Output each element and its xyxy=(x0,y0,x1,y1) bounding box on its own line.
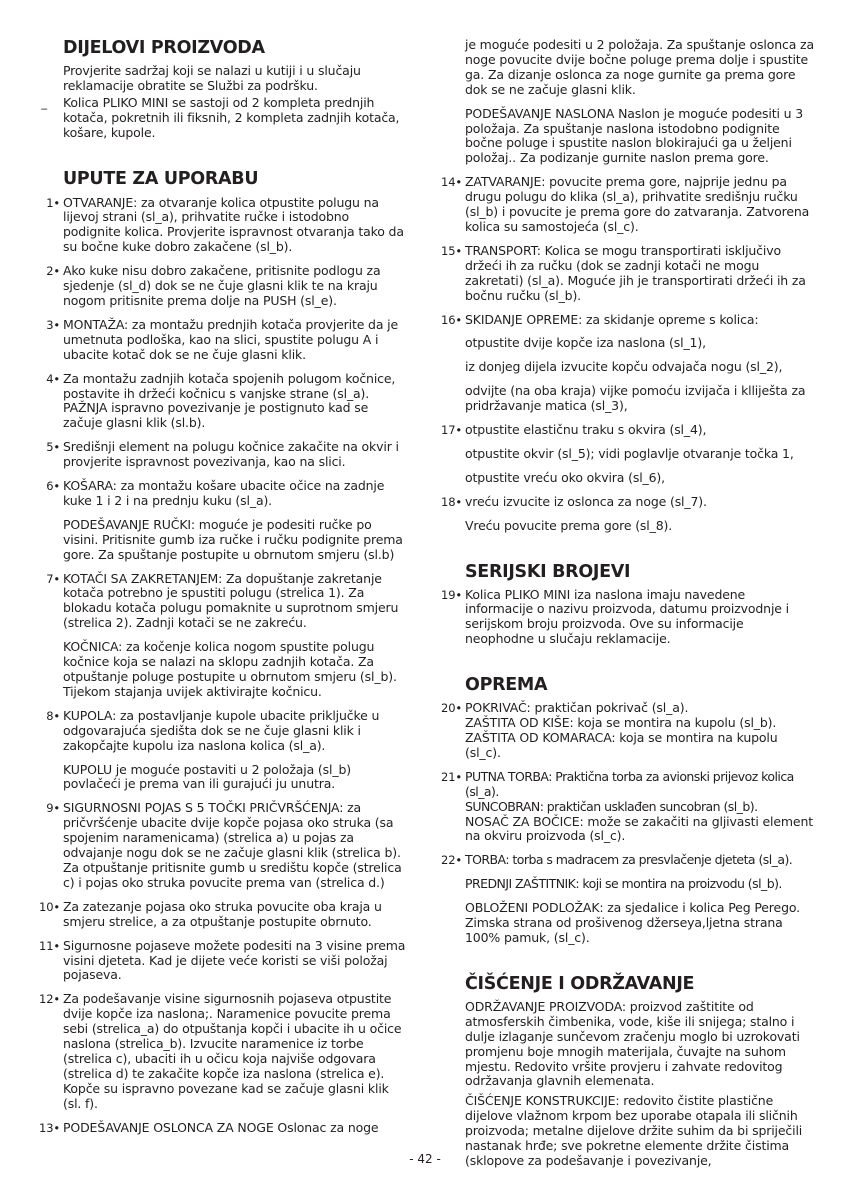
list-item xyxy=(441,768,814,845)
item-line: PREDNJI ZAŠTITNIK: koji se montira na proizvodu (sl_b). xyxy=(465,876,782,892)
parts-text: Kolica PLIKO MINI se sastoji od 2 kompleta prednjih kotača, pokretnih ili fiksnih, 2 kompleta zadnjih kotača, košare, kupole. xyxy=(63,94,400,140)
item-text: SIGURNOSNI POJAS S 5 TOČKI PRIČVRŠĆENJA: za pričvršćenje ubacite dvije kopče pojasa oko struka (sa spojenim naramenicama) (strelica a) u pojas za odvajanje nogu dok se ne začuje glasni klik (strelica b). Za otpuštanje pritisnite gumb u središtu kopče (strelica c) i pojas oko struka povucite prema van (strelica d.) xyxy=(63,800,402,890)
list-item xyxy=(441,174,814,235)
item-number: 16• xyxy=(441,312,462,327)
item-line: PUTNA TORBA: Praktična torba za avionski prijevoz kolica (sl_a). xyxy=(465,768,794,799)
item-text: KOTAČI SA ZAKRETANJEM: Za dopuštanje zakretanje kotača potrebno je spustiti polugu (strelica 1). Za blokadu kotača polugu pomaknite u suprotnom smjeru (strelica 2). Zadnji kotači se ne zakreću. xyxy=(63,570,399,631)
item-text: vreću izvucite iz oslonca za noge (sl_7). xyxy=(465,493,707,509)
item-text: otpustite dvije kopče iza naslona (sl_1), xyxy=(465,335,706,351)
intro-paragraph: Provjerite sadržaj koji se nalazi u kutiji i u slučaju reklamacije obratite se Službi za podršku. xyxy=(63,63,361,93)
item-number: 14• xyxy=(441,175,462,190)
backrest-paragraph: PODEŠAVANJE NASLONA Naslon je moguće podesiti u 3 položaja. Za spuštanje naslona istodobno podignite bočne poluge i spustite naslon blokirajući ga u željeni položaj.. Za podizanje gurnite naslon prema gore. xyxy=(465,105,804,166)
item-number: 2• xyxy=(46,264,60,279)
item-line: TORBA: torba s madracem za presvlačenje djeteta (sl_a). xyxy=(465,852,793,868)
item-number: 21• xyxy=(441,769,462,784)
item-text: Za podešavanje visine sigurnosnih pojaseva otpustite dvije kopče iza naslona;. Naramenice povucite prema sebi (strelica_a) do otpuštanja kopči i ubacite ih u očice naslona (strelica_b). Izvucite naramenice iz torbe (strelica c), ubaciti ih u očicu koja najviše odgovara (strelica d) te zakačite kopče iza naslona (strelica e). Kopče su ispravno povezane kad se začuje glasni klik (sl. f). xyxy=(63,991,402,1111)
item-number: 13• xyxy=(39,1120,60,1135)
list-item xyxy=(42,640,408,700)
list-item xyxy=(441,311,814,328)
item-number: 22• xyxy=(441,853,462,868)
item-number: 1• xyxy=(46,195,60,210)
item-number: 6• xyxy=(46,479,60,494)
item-line: POKRIVAČ: praktičan pokrivač (sl_a). xyxy=(465,700,689,716)
item-text: SKIDANJE OPREME: za skidanje opreme s kolica: xyxy=(465,311,759,327)
item-text: Kolica PLIKO MINI iza naslona imaju navedene informacije o nazivu proizvoda, datumu proizvodnje i serijskom broju proizvoda. Ove su informacije neophodne u slučaju reklamacije. xyxy=(465,586,789,647)
item-text: otpustite elastičnu traku s okvira (sl_4), xyxy=(465,422,707,438)
list-item xyxy=(441,493,814,510)
item-number: 20• xyxy=(441,701,462,716)
item-line: ZAŠTITA OD KIŠE: koja se montira na kupolu (sl_b). xyxy=(465,715,777,731)
list-item xyxy=(42,479,408,509)
item-text: KUPOLA: za postavljanje kupole ubacite priključke u odgovarajuća sjedišta dok se ne čuje glasni klik i zakopčajte kupolu iza naslona kolica (sl_a). xyxy=(63,707,380,753)
item-number: 8• xyxy=(46,708,60,723)
list-item xyxy=(42,440,408,470)
section-heading-usage: UPUTE ZA UPORABU xyxy=(63,168,259,189)
list-item xyxy=(441,852,814,946)
item-text: Za zatezanje pojasa oko struka povucite oba kraja u smjeru strelice, a za otpuštanje postupite obrnuto. xyxy=(63,898,382,929)
list-item xyxy=(444,336,814,351)
list-item xyxy=(42,709,408,754)
item-text: KOČNICA: za kočenje kolica nogom spustite polugu kočnice koja se nalazi na sklopu zadnjih kotača. Za otpuštanje poluge postupite u obrnutom smjeru (sl_b). Tijekom stajanja uvijek aktivirajte kočnicu. xyxy=(63,639,397,699)
item-number: 7• xyxy=(46,571,60,586)
list-item xyxy=(42,763,408,793)
list-item xyxy=(39,991,408,1111)
list-item xyxy=(42,572,408,632)
item-text: odvijte (na oba kraja) vijke pomoću izvijača i klliješta za pridržavanje matica (sl_3), xyxy=(465,383,806,414)
list-item xyxy=(441,700,814,761)
item-number: 15• xyxy=(441,243,462,258)
list-item xyxy=(42,518,408,563)
item-text: PODEŠAVANJE RUČKI: moguće je podesiti ručke po visini. Pritisnite gumb iza ručke i ručku podignite prema gore. Za spuštanje postupite u obrnutom smjeru (sl.b) xyxy=(63,516,403,562)
list-item xyxy=(441,586,814,648)
item-number: 3• xyxy=(46,317,60,332)
item-text: otpustite okvir (sl_5); vidi poglavlje otvaranje točka 1, xyxy=(465,445,794,461)
section-heading-accessories: OPREMA xyxy=(465,675,548,696)
item-number: 12• xyxy=(39,992,60,1007)
list-item xyxy=(42,264,408,309)
item-number: 5• xyxy=(46,440,60,455)
cleaning-paragraph: ČIŠĆENJE KONSTRUKCIJE: redovito čistite plastične dijelove vlažnom krpom bez uporabe otapala ili sličnih proizvoda; metalne dijelove držite suhim da bi spriječili nastanak hrđe; sve pokretne elemente držite čistima (sklopove za podešavanje i povezivanje, xyxy=(465,1093,803,1168)
continued-paragraph: je moguće podesiti u 2 položaja. Za spuštanje oslonca za noge povucite dvije bočne poluge prema dolje i spustite ga. Za dizanje oslonca za noge gurnite ga prema gore dok se ne začuje glasni klik. xyxy=(465,37,814,97)
list-item xyxy=(444,360,814,375)
item-text: Vreću povucite prema gore (sl_8). xyxy=(465,517,673,533)
list-item xyxy=(42,318,408,363)
parts-paragraph xyxy=(42,96,408,141)
item-text: iz donjeg dijela izvucite kopču odvajača nogu (sl_2), xyxy=(465,359,783,375)
item-text: OTVARANJE: za otvaranje kolica otpustite polugu na lijevoj strani (sl_a), prihvatite ručke i istodobno podignite kolica. Provjerite ispravnost otvaranja tako da su bočne kuke dobro zakačene (sl_b). xyxy=(63,194,404,255)
list-item xyxy=(441,422,814,438)
list-item xyxy=(39,1119,408,1136)
right-column xyxy=(441,37,814,1178)
list-item xyxy=(39,898,408,930)
item-text: PODEŠAVANJE OSLONCA ZA NOGE Oslonac za noge xyxy=(63,1119,379,1135)
section-heading-serial: SERIJSKI BROJEVI xyxy=(465,561,631,582)
item-text: Ako kuke nisu dobro zakačene, pritisnite podlogu za sjedenje (sl_d) dok se ne čuje glasni klik te na kraju nogom pritisnite prema dolje na PUSH (sl_e). xyxy=(63,263,381,308)
list-marker: _ xyxy=(41,95,47,110)
list-item xyxy=(441,242,814,304)
item-text: Sigurnosne pojaseve možete podesiti na 3 visine prema visini djeteta. Kad je dijete veće koristi se viši položaj pojaseva. xyxy=(63,937,406,983)
list-item xyxy=(42,372,408,432)
item-number: 10• xyxy=(39,899,60,914)
item-text: ZATVARANJE: povucite prema gore, najprije jednu pa drugu polugu do klika (sl_a), prihvatite središnju ručku (sl_b) i povucite je prema gore do zatvaranja. Zatvorena kolica su samostojeća (sl_c). xyxy=(465,174,810,234)
item-number: 11• xyxy=(39,938,60,953)
list-item xyxy=(42,801,408,890)
item-line: OBLOŽENI PODLOŽAK: za sjedalice i kolica Peg Perego. Zimska strana od prošivenog džerseya,ljetna strana 100% pamuk, (sl_c). xyxy=(465,900,800,945)
item-text: KUPOLU je moguće postaviti u 2 položaja (sl_b) povlačeći je prema van ili gurajući ju unutra. xyxy=(63,761,351,792)
item-line: SUNCOBRAN: praktičan usklađen suncobran (sl_b). xyxy=(465,798,758,814)
item-text: Za montažu zadnjih kotača spojenih polugom kočnice, postavite ih držeći kočnicu s vanjske strane (sl_a). PAŽNJA ispravno povezivanje je postignuto kad se začuje glasni klik (sl.b). xyxy=(63,370,396,431)
item-number: 17• xyxy=(441,423,462,438)
section-heading-parts: DIJELOVI PROIZVODA xyxy=(63,38,265,58)
left-column xyxy=(39,38,408,1144)
item-text: TRANSPORT: Kolica se mogu transportirati isključivo držeći ih za ručku (dok se zadnji kotači ne mogu zakretati) (sl_a). Moguće jih je transportirati držeći ih za bočnu ručku (sl_b). xyxy=(465,242,806,303)
item-line: ZAŠTITA OD KOMARACA: koja se montira na kupolu (sl_c). xyxy=(465,730,778,760)
item-text: KOŠARA: za montažu košare ubacite očice na zadnje kuke 1 i 2 i na prednju kuku (sl_a). xyxy=(63,478,385,508)
page-number: - 42 - xyxy=(409,1152,441,1166)
item-text: MONTAŽA: za montažu prednjih kotača provjerite da je umetnuta podloška, kao na slici, spustite polugu A i ubacite kotač dok se ne čuje glasni klik. xyxy=(63,316,399,362)
list-item xyxy=(42,196,408,256)
list-item xyxy=(444,384,814,414)
item-number: 9• xyxy=(46,801,60,816)
item-number: 18• xyxy=(441,494,462,509)
list-item xyxy=(39,937,408,984)
item-number: 4• xyxy=(46,371,60,386)
item-text: otpustite vreću oko okvira (sl_6), xyxy=(465,469,665,485)
item-line: NOSAČ ZA BOČICE: može se zakačiti na gljivasti element na okviru proizvoda (sl_c). xyxy=(465,813,813,844)
list-item xyxy=(444,447,814,462)
cleaning-paragraph: ODRŽAVANJE PROIZVODA: proizvod zaštitite od atmosferskih čimbenika, vode, kiše ili snijega; stalno i dulje izlaganje sunčevom zračenju moglo bi uzrokovati promjenu boje mnogih materijala, čuvajte na suhom mjestu. Redovito vršite provjeru i zahvate redovitog održavanja glavnih elemenata. xyxy=(465,998,800,1089)
list-item xyxy=(444,471,814,486)
section-heading-cleaning: ČIŠĆENJE I ODRŽAVANJE xyxy=(465,973,695,994)
list-item xyxy=(444,519,814,534)
item-number: 19• xyxy=(441,587,462,602)
item-text: Središnji element na polugu kočnice zakačite na okvir i provjerite ispravnost povezivanja, kao na slici. xyxy=(63,439,399,470)
